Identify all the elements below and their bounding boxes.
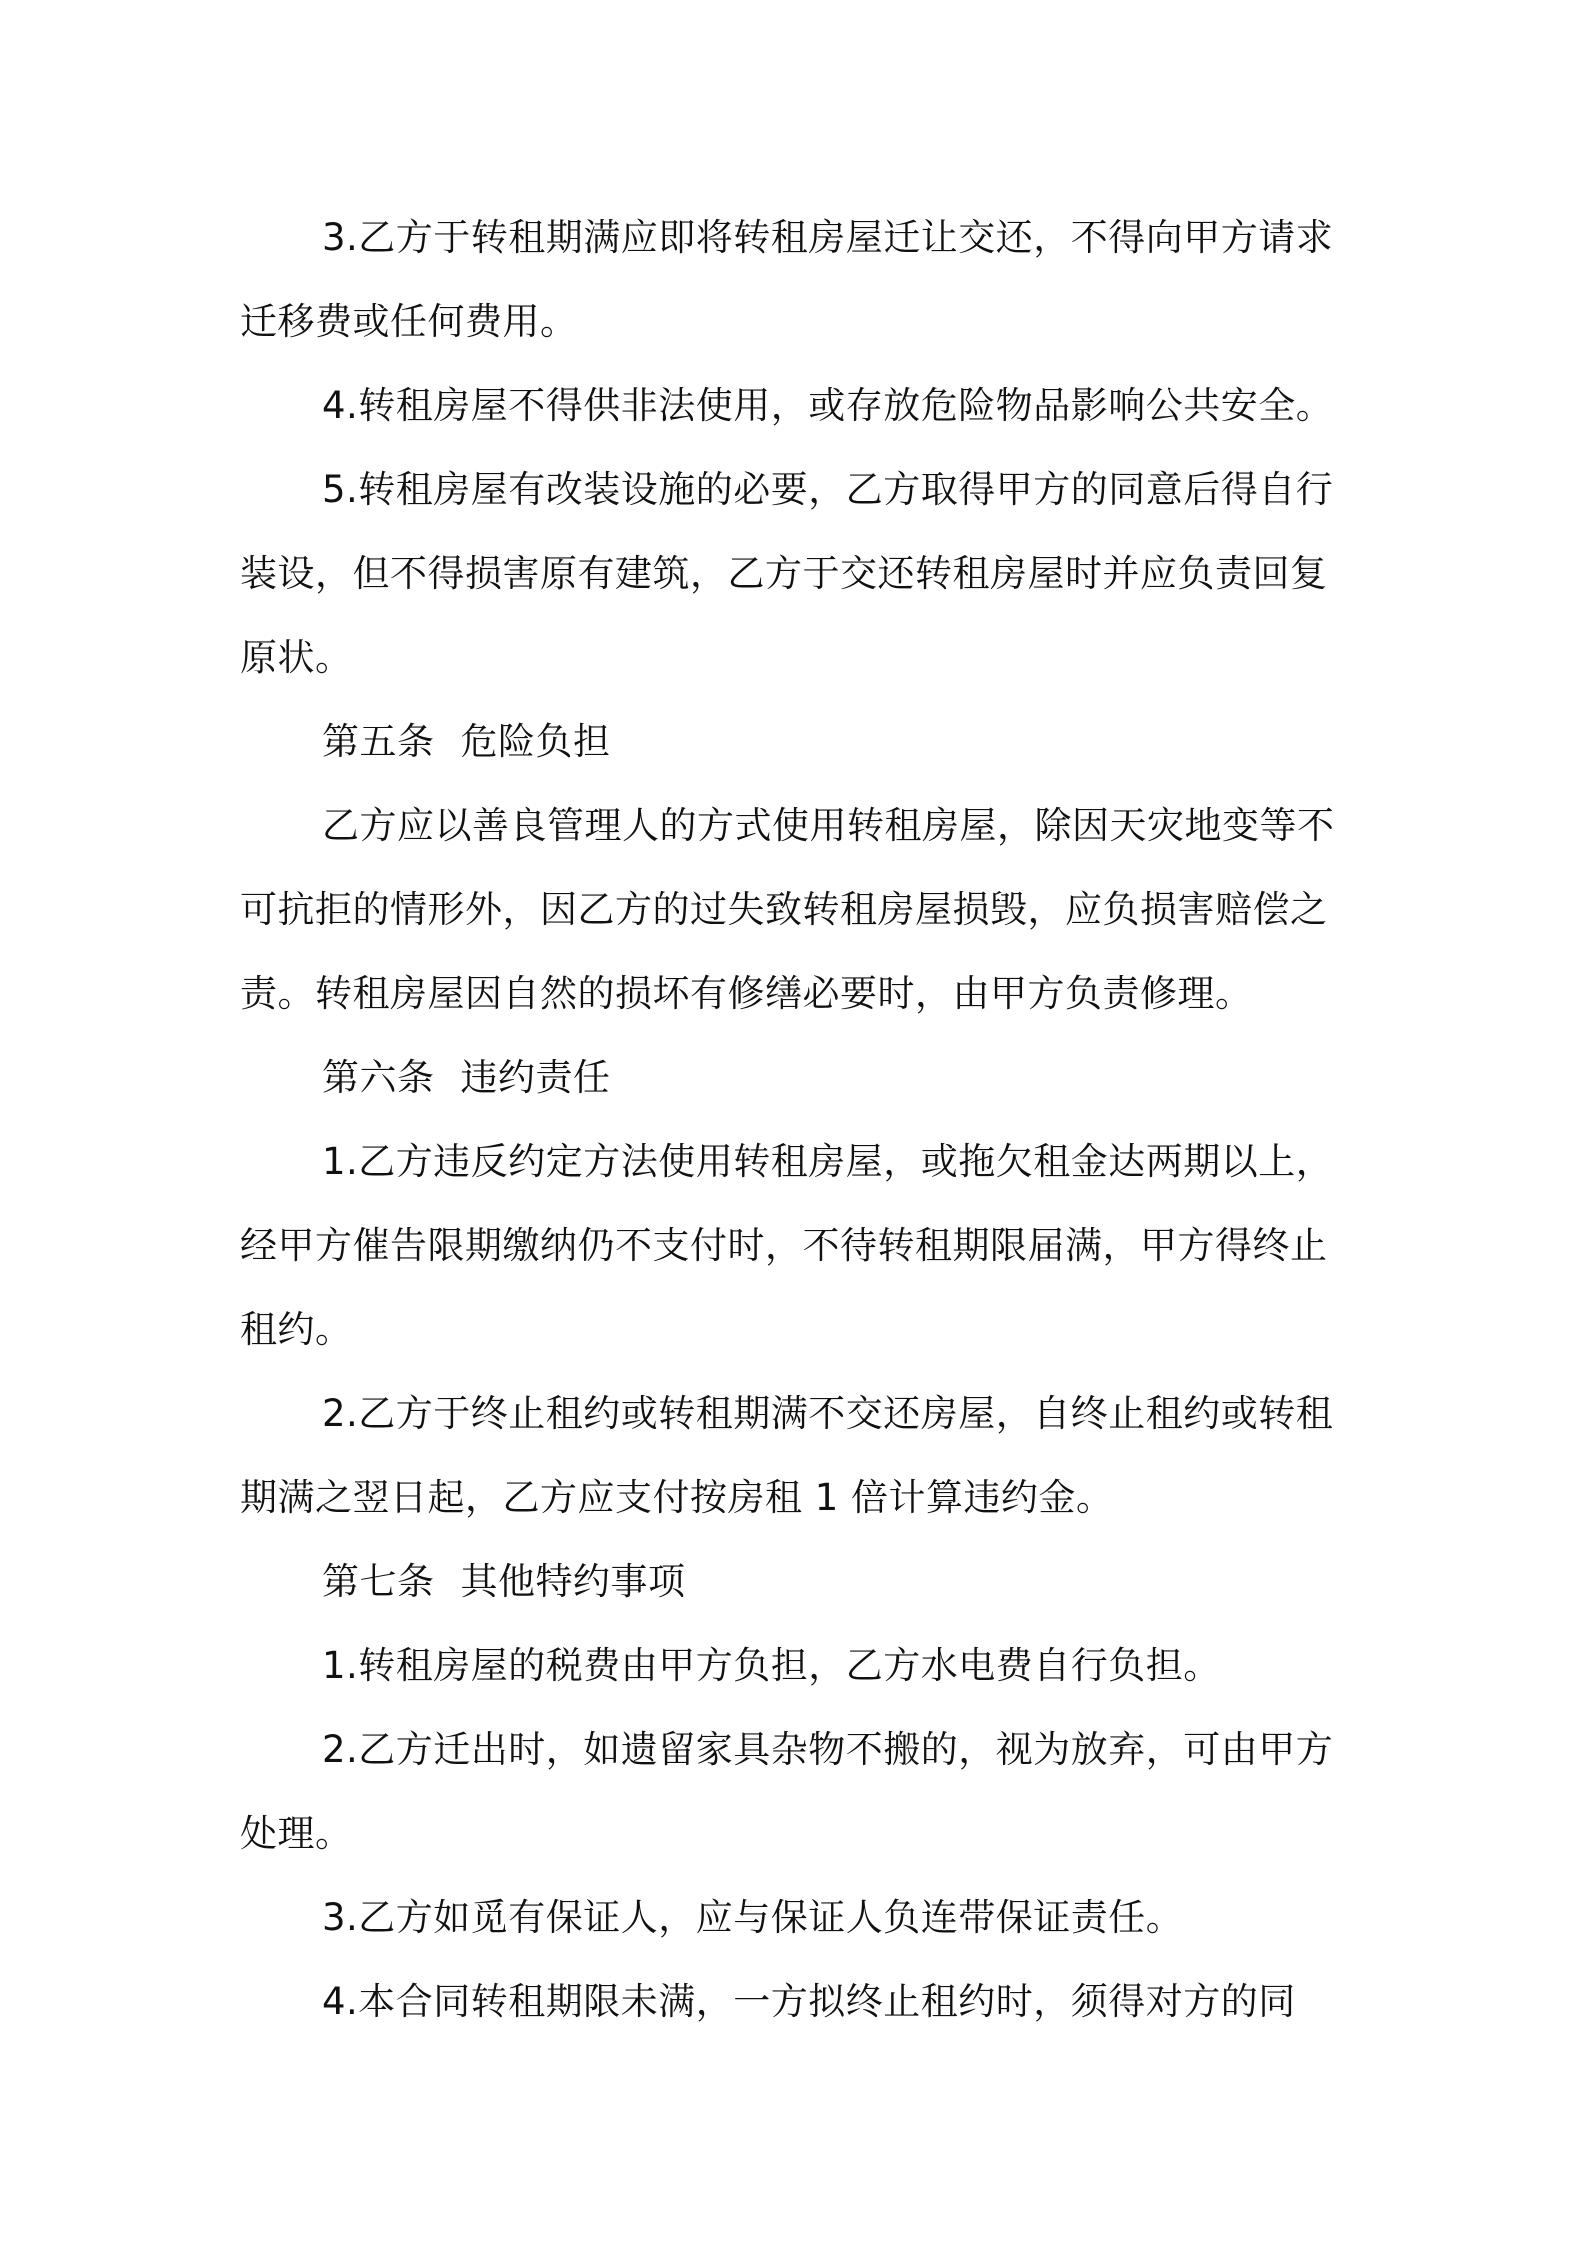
document-body: [240, 196, 1364, 2044]
article-6-item-1: 1.乙方违反约定方法使用转租房屋，或拖欠租金达两期以上，经甲方催告限期缴纳仍不支付时，不待转租期限届满，甲方得终止租约。: [240, 1140, 1334, 1351]
article-5-number: 第五条: [322, 720, 435, 763]
article-6-number: 第六条: [322, 1056, 435, 1099]
clause-item-3-return-premises: 3.乙方于转租期满应即将转租房屋迁让交还，不得向甲方请求迁移费或任何费用。: [240, 216, 1334, 343]
article-6-item-2: 2.乙方于终止租约或转租期满不交还房屋，自终止租约或转租期满之翌日起，乙方应支付按房租 1 倍计算违约金。: [240, 1392, 1334, 1519]
article-7-item-2: 2.乙方迁出时，如遗留家具杂物不搬的，视为放弃，可由甲方处理。: [240, 1728, 1334, 1855]
article-7-item-1: 1.转租房屋的税费由甲方负担，乙方水电费自行负担。: [322, 1644, 1221, 1687]
article-7-title: 其他特约事项: [460, 1560, 686, 1603]
article-7-heading: [240, 1540, 1364, 1624]
article-7-number: 第七条: [322, 1560, 435, 1603]
article-7-item-4: 4.本合同转租期限未满，一方拟终止租约时，须得对方的同: [322, 1980, 1296, 2023]
article-5-heading: [240, 700, 1364, 784]
article-6-title: 违约责任: [460, 1056, 611, 1099]
article-5-body: 乙方应以善良管理人的方式使用转租房屋，除因天灾地变等不可抗拒的情形外，因乙方的过失致转租房屋损毁，应负损害赔偿之责。转租房屋因自然的损坏有修缮必要时，由甲方负责修理。: [240, 804, 1335, 1015]
article-5-title: 危险负担: [460, 720, 611, 763]
article-6-heading: [240, 1036, 1364, 1120]
clause-item-5-modifications: 5.转租房屋有改装设施的必要，乙方取得甲方的同意后得自行装设，但不得损害原有建筑，乙方于交还转租房屋时并应负责回复原状。: [240, 468, 1334, 679]
clause-item-4-no-illegal-use: 4.转租房屋不得供非法使用，或存放危险物品影响公共安全。: [322, 384, 1334, 427]
article-7-item-3: 3.乙方如觅有保证人，应与保证人负连带保证责任。: [322, 1896, 1184, 1939]
